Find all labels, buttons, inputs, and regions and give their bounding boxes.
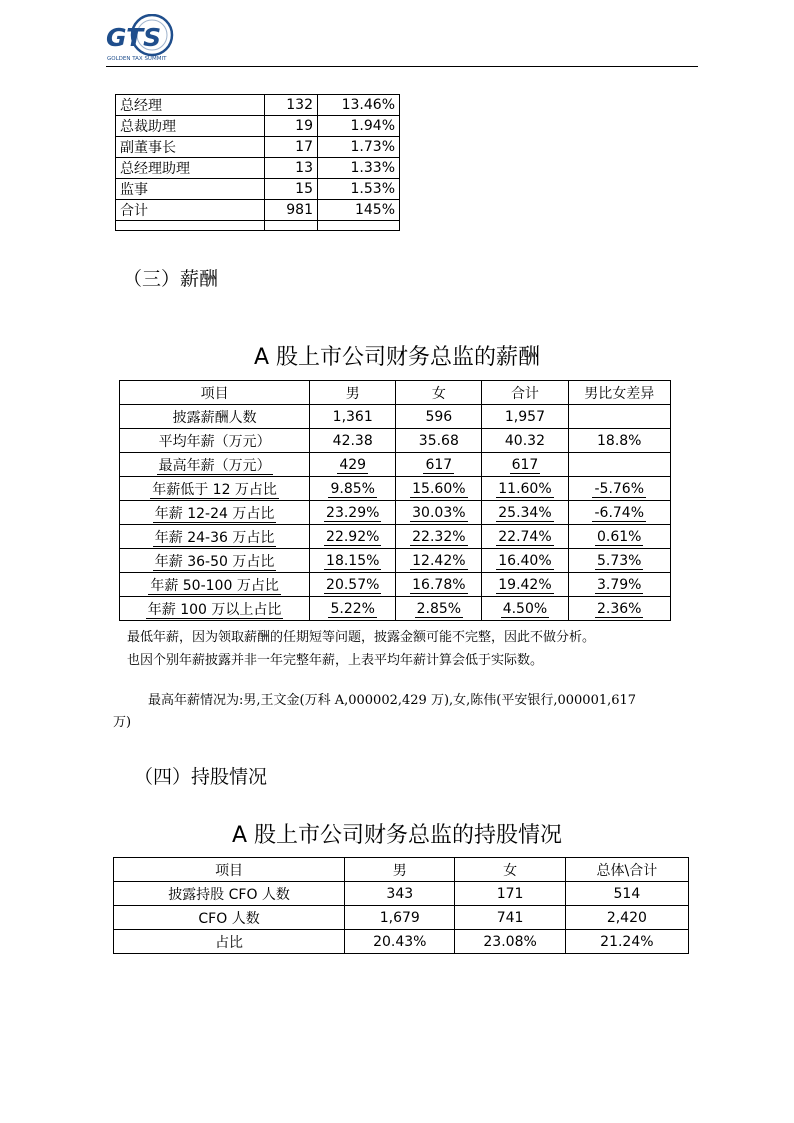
table-cell: 596	[396, 405, 482, 429]
column-header: 总体\合计	[565, 858, 688, 882]
cell-text: 4.50%	[502, 600, 548, 617]
table-cell	[120, 549, 310, 573]
cell-text: 3.79%	[597, 576, 642, 593]
cell-text: 617	[511, 456, 539, 473]
table-cell: 21.24%	[565, 930, 688, 954]
column-header: 男	[310, 381, 396, 405]
cell-text: 年薪 12-24 万占比	[154, 505, 275, 522]
table-cell	[310, 501, 396, 525]
cell-text: 年薪低于 12 万占比	[152, 481, 277, 498]
role-table	[115, 94, 400, 231]
table-row	[114, 882, 689, 906]
table-cell: 145%	[318, 200, 400, 221]
table-cell	[396, 477, 482, 501]
table-cell: 15	[265, 179, 318, 200]
table-row	[120, 453, 671, 477]
table-cell	[396, 501, 482, 525]
logo-subtext: GOLDEN TAX SUMMIT	[107, 56, 167, 62]
cell-text: 5.73%	[597, 552, 642, 569]
table-cell: 1,361	[310, 405, 396, 429]
table-cell	[568, 549, 671, 573]
table-cell	[310, 453, 396, 477]
table-cell: 17	[265, 137, 318, 158]
salary-note-3: 最高年薪情况为:男,王文金(万科 A,000002,429 万),女,陈伟(平安银行,000001,617	[148, 693, 637, 708]
table-cell: 35.68	[396, 429, 482, 453]
table-cell: 总裁助理	[116, 116, 265, 137]
table-cell: 40.32	[482, 429, 568, 453]
cell-text: 22.32%	[412, 528, 466, 545]
table-cell	[310, 573, 396, 597]
table-cell: 18.8%	[568, 429, 671, 453]
table-cell	[482, 477, 568, 501]
logo-text: GTS	[106, 23, 162, 52]
salary-note-4: 万)	[113, 715, 132, 730]
table-cell: CFO 人数	[114, 906, 345, 930]
column-header: 男比女差异	[568, 381, 671, 405]
table-cell	[482, 597, 568, 621]
table-row	[120, 405, 671, 429]
cell-text: 年薪 50-100 万占比	[150, 577, 279, 594]
cell-text: 16.40%	[498, 552, 552, 569]
table-row	[120, 597, 671, 621]
table-cell	[482, 501, 568, 525]
table-cell	[568, 477, 671, 501]
table-row	[114, 930, 689, 954]
table-cell	[482, 453, 568, 477]
holding-table	[113, 857, 689, 954]
cell-text: 2.85%	[416, 600, 462, 617]
table-row	[116, 179, 400, 200]
table-row	[120, 477, 671, 501]
table-cell: 343	[345, 882, 455, 906]
table-cell-empty	[265, 221, 318, 231]
cell-text: 16.78%	[412, 576, 466, 593]
cell-text: 429	[339, 456, 367, 473]
cell-text: 0.61%	[597, 528, 642, 545]
table-cell: 披露持股 CFO 人数	[114, 882, 345, 906]
cell-text: 12.42%	[412, 552, 466, 569]
cell-text: 2.36%	[597, 600, 642, 617]
table-cell: 占比	[114, 930, 345, 954]
table-cell	[482, 549, 568, 573]
table-cell: 1.73%	[318, 137, 400, 158]
table-cell: 1.33%	[318, 158, 400, 179]
table-cell: 2,420	[565, 906, 688, 930]
table-cell: 20.43%	[345, 930, 455, 954]
table-cell: 1.53%	[318, 179, 400, 200]
table-cell	[310, 597, 396, 621]
column-header: 男	[345, 858, 455, 882]
table-cell	[568, 597, 671, 621]
table-row	[120, 573, 671, 597]
gts-logo	[104, 14, 180, 64]
table-cell: 19	[265, 116, 318, 137]
section4-title: （四）持股情况	[134, 766, 268, 788]
table-cell: 42.38	[310, 429, 396, 453]
salary-note-2: 也因个别年薪披露并非一年完整年薪，上表平均年薪计算会低于实际数。	[127, 653, 544, 668]
salary-table	[119, 380, 671, 621]
table-cell	[120, 477, 310, 501]
column-header: 项目	[114, 858, 345, 882]
table-cell	[568, 405, 671, 429]
table-cell	[568, 525, 671, 549]
table-cell	[482, 525, 568, 549]
table-row	[120, 501, 671, 525]
table-cell: 741	[455, 906, 565, 930]
cell-text: 年薪 36-50 万占比	[154, 553, 275, 570]
table-row	[114, 906, 689, 930]
table-cell: 981	[265, 200, 318, 221]
section3-title: （三）薪酬	[123, 268, 219, 290]
cell-text: 23.29%	[326, 504, 380, 521]
cell-text: -6.74%	[594, 504, 645, 521]
table-cell	[120, 501, 310, 525]
header-rule	[106, 66, 698, 67]
table-cell	[482, 573, 568, 597]
cell-text: 617	[425, 456, 453, 473]
cell-text: 11.60%	[498, 480, 552, 497]
cell-text: 最高年薪（万元）	[158, 457, 271, 474]
table-row	[116, 116, 400, 137]
salary-table-title: A 股上市公司财务总监的薪酬	[253, 345, 541, 370]
column-header: 项目	[120, 381, 310, 405]
cell-text: 15.60%	[412, 480, 466, 497]
table-cell-empty	[116, 221, 265, 231]
table-cell	[396, 453, 482, 477]
table-cell: 监事	[116, 179, 265, 200]
table-row	[120, 549, 671, 573]
table-cell	[396, 525, 482, 549]
table-cell: 1.94%	[318, 116, 400, 137]
table-cell: 514	[565, 882, 688, 906]
table-cell	[568, 453, 671, 477]
table-cell	[568, 501, 671, 525]
table-row	[116, 137, 400, 158]
table-cell: 23.08%	[455, 930, 565, 954]
table-cell: 171	[455, 882, 565, 906]
cell-text: 25.34%	[498, 504, 552, 521]
cell-text: -5.76%	[594, 480, 645, 497]
cell-text: 年薪 24-36 万占比	[154, 529, 275, 546]
table-cell	[120, 573, 310, 597]
cell-text: 22.92%	[326, 528, 380, 545]
table-cell: 1,957	[482, 405, 568, 429]
cell-text: 18.15%	[326, 552, 380, 569]
cell-text: 20.57%	[326, 576, 380, 593]
table-cell: 总经理助理	[116, 158, 265, 179]
table-cell: 13.46%	[318, 95, 400, 116]
table-cell	[310, 525, 396, 549]
table-row	[116, 95, 400, 116]
table-row	[120, 429, 671, 453]
table-cell	[396, 549, 482, 573]
table-cell: 13	[265, 158, 318, 179]
cell-text: 年薪 100 万以上占比	[147, 601, 282, 618]
table-cell: 副董事长	[116, 137, 265, 158]
table-cell	[120, 525, 310, 549]
cell-text: 9.85%	[330, 480, 375, 497]
column-header: 女	[396, 381, 482, 405]
table-row	[116, 200, 400, 221]
table-cell: 132	[265, 95, 318, 116]
table-row	[116, 158, 400, 179]
table-cell	[568, 573, 671, 597]
table-cell-empty	[318, 221, 400, 231]
table-cell: 合计	[116, 200, 265, 221]
table-cell	[120, 597, 310, 621]
table-cell: 披露薪酬人数	[120, 405, 310, 429]
table-row-empty	[116, 221, 400, 231]
table-cell	[120, 453, 310, 477]
column-header: 合计	[482, 381, 568, 405]
cell-text: 5.22%	[330, 600, 375, 617]
table-row	[120, 525, 671, 549]
table-cell	[310, 477, 396, 501]
cell-text: 22.74%	[498, 528, 552, 545]
column-header: 女	[455, 858, 565, 882]
table-cell: 总经理	[116, 95, 265, 116]
table-cell	[396, 573, 482, 597]
holding-table-title: A 股上市公司财务总监的持股情况	[231, 823, 563, 848]
salary-note-1: 最低年薪，因为领取薪酬的任期短等问题，披露金额可能不完整，因此不做分析。	[127, 630, 596, 645]
table-cell: 平均年薪（万元）	[120, 429, 310, 453]
table-cell	[310, 549, 396, 573]
table-cell	[396, 597, 482, 621]
cell-text: 19.42%	[498, 576, 552, 593]
cell-text: 30.03%	[412, 504, 466, 521]
table-cell: 1,679	[345, 906, 455, 930]
